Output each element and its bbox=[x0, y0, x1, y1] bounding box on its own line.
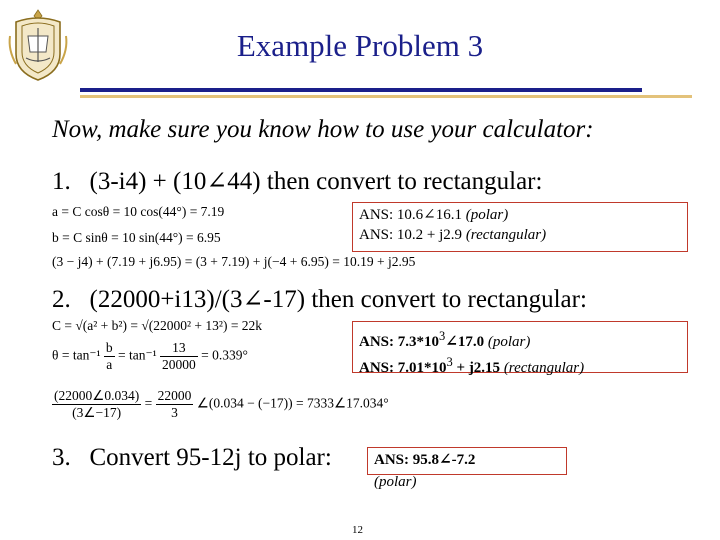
problem-2-div-eq: = bbox=[144, 395, 153, 411]
problem-2-number: 2. bbox=[52, 286, 71, 313]
problem-2-answer-rect-exp: 3 bbox=[446, 355, 453, 369]
problem-1-answer-rect-tag: (rectangular) bbox=[465, 227, 547, 243]
problem-2-answer-rect-tag: (rectangular) bbox=[503, 360, 585, 376]
problem-3-number: 3. bbox=[52, 444, 71, 471]
problem-2-theta-num1: b bbox=[105, 340, 113, 355]
problem-2-div-rhs: ∠(0.034 − (−17)) = 7333∠17.034° bbox=[196, 395, 389, 411]
problem-2-theta-den2: 20000 bbox=[162, 357, 196, 372]
problem-2-answer-polar-b: ∠17.0 bbox=[445, 334, 485, 350]
problem-1-answer-polar: ANS: 10.6∠16.1 bbox=[359, 207, 462, 223]
problem-3-answer-box bbox=[367, 447, 567, 475]
problem-2-div-den1: (3∠−17) bbox=[72, 405, 122, 420]
problem-2-theta-rhs: = 0.339° bbox=[201, 347, 248, 363]
problem-1-work-sum: (3 − j4) + (7.19 + j6.95) = (3 + 7.19) + j(−4 + 6.95) = 10.19 + j2.95 bbox=[52, 254, 416, 269]
page-title: Example Problem 3 bbox=[236, 28, 484, 63]
problem-1-answer-polar-tag: (polar) bbox=[465, 207, 509, 223]
problem-3-answer-tag: (polar) bbox=[374, 474, 417, 490]
problem-2-theta-den1: a bbox=[106, 357, 113, 372]
problem-1 bbox=[52, 166, 542, 196]
page-number: 12 bbox=[352, 524, 363, 536]
problem-1-answer-box bbox=[352, 202, 688, 252]
problem-2-answer-box bbox=[352, 321, 688, 376]
problem-2-answer-polar-exp: 3 bbox=[439, 329, 446, 343]
problem-1-work-b: b = C sinθ = 10 sin(44°) = 6.95 bbox=[52, 230, 221, 245]
problem-2-theta-frac1 bbox=[104, 340, 115, 373]
problem-2-work-c: C = √(a² + b²) = √(22000² + 13²) = 22k bbox=[52, 318, 263, 333]
problem-1-answer-rect: ANS: 10.2 + j2.9 bbox=[359, 227, 463, 243]
problem-3 bbox=[52, 444, 332, 472]
problem-2-answer-rect-a: ANS: 7.01*10 bbox=[359, 360, 447, 376]
problem-2-text: (22000+i13)/(3∠-17) then convert to rectangular: bbox=[89, 286, 587, 313]
problem-2-answer-polar-tag: (polar) bbox=[487, 334, 531, 350]
problem-2-theta-lhs: θ = tan⁻¹ bbox=[52, 347, 101, 363]
problem-1-work-a: a = C cosθ = 10 cos(44°) = 7.19 bbox=[52, 204, 225, 219]
problem-2-theta-num2: 13 bbox=[160, 340, 198, 357]
problem-2-theta-frac2 bbox=[160, 340, 198, 373]
problem-2-answer-polar-a: ANS: 7.3*10 bbox=[359, 334, 440, 350]
title-rule-navy bbox=[80, 88, 642, 92]
problem-2-theta-mid: = tan⁻¹ bbox=[118, 347, 157, 363]
intro-text: Now, make sure you know how to use your calculator: bbox=[52, 116, 594, 143]
problem-2 bbox=[52, 284, 587, 314]
problem-2-div-num2: 22000 bbox=[157, 388, 192, 403]
problem-2-div-frac1 bbox=[52, 388, 141, 421]
problem-2-div-den2: 3 bbox=[171, 405, 178, 420]
problem-3-text: Convert 95-12j to polar: bbox=[89, 444, 332, 471]
title-rule-gold bbox=[80, 95, 692, 98]
problem-2-work-theta bbox=[52, 340, 248, 373]
problem-2-work-div bbox=[52, 388, 389, 421]
problem-3-answer: ANS: 95.8∠-7.2 bbox=[374, 452, 476, 468]
problem-2-answer-rect-b: + j2.15 bbox=[452, 360, 501, 376]
problem-1-text: (3-i4) + (10∠44) then convert to rectangular: bbox=[89, 168, 543, 195]
problem-1-number: 1. bbox=[52, 168, 71, 195]
problem-2-div-frac2 bbox=[156, 388, 194, 421]
problem-2-div-num1: (22000∠0.034) bbox=[54, 388, 140, 403]
